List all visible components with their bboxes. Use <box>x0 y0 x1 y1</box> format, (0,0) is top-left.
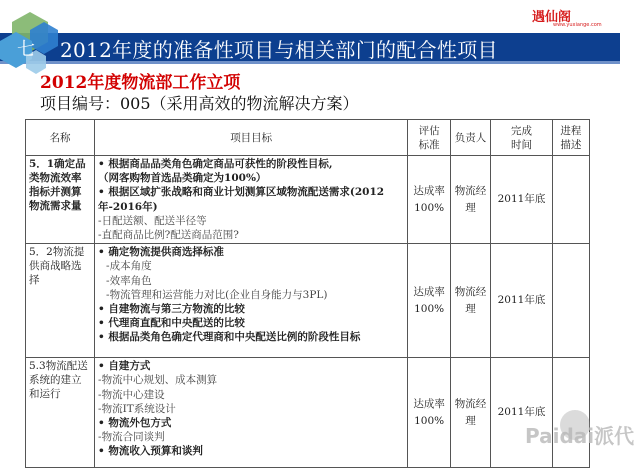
project-table <box>25 119 590 468</box>
goal-line: • 自建方式 <box>98 360 151 373</box>
brand-logo: 遇仙阁 <box>532 10 572 25</box>
goal-line: -物流中心规划、成本测算 <box>98 374 218 387</box>
section-badge: 七 <box>17 39 35 60</box>
row-progress <box>552 156 589 244</box>
page-title: 2012年度的准备性项目与相关部门的配合性项目 <box>60 38 498 62</box>
goal-line: -物流IT系统设计 <box>98 402 176 415</box>
row-owner: 物流经理 <box>450 358 490 468</box>
row-goals <box>95 156 408 244</box>
row-owner: 物流经理 <box>450 244 490 358</box>
goal-line: • 确定物流提供商选择标准 <box>98 246 224 259</box>
row-name: 5.3物流配送系统的建立和运行 <box>26 358 95 468</box>
goal-line: • 根据商品品类角色确定商品可获性的阶段性目标, <box>98 158 333 170</box>
goal-line: -成本角度 <box>106 260 152 273</box>
goal-line: • 物流外包方式 <box>98 417 172 430</box>
row-time: 2011年底 <box>491 244 553 358</box>
subtitle: 2012年度物流部工作立项 <box>40 73 241 93</box>
project-number: 项目编号：005（采用高效的物流解决方案） <box>40 94 359 113</box>
goal-line: • 根据区域扩张战略和商业计划测算区域物流配送需求(2012年-2016年) <box>98 186 385 213</box>
goal-line: -直配商品比例?配送商品范围? <box>98 229 239 242</box>
header-progress: 进程 描述 <box>552 120 589 156</box>
goal-line: （网客购物首选品类确定为100%） <box>98 172 267 185</box>
table-header-row <box>26 120 590 156</box>
goal-line: -效率角色 <box>106 274 152 287</box>
goal-line: • 根据品类角色确定代理商和中央配送比例的阶段性目标 <box>98 331 361 344</box>
goal-line: -物流合同谈判 <box>98 431 165 444</box>
header-name: 名称 <box>26 120 95 156</box>
table-row <box>26 358 590 468</box>
row-standard: 达成率100% <box>408 358 450 468</box>
goal-line: -物流中心建设 <box>98 388 165 401</box>
row-name: 5．1确定品类物流效率指标并测算物流需求量 <box>26 156 95 244</box>
row-standard: 达成率100% <box>408 244 450 358</box>
row-time: 2011年底 <box>491 358 553 468</box>
table-row <box>26 244 590 358</box>
goal-line: • 自建物流与第三方物流的比较 <box>98 303 245 316</box>
row-goals <box>95 358 408 468</box>
goal-line: • 物流收入预算和谈判 <box>98 445 203 458</box>
header-standard: 评估 标准 <box>408 120 450 156</box>
row-goals <box>95 244 408 358</box>
brand-logo-url: www.yuxiange.com <box>553 22 602 28</box>
table-row <box>26 156 590 244</box>
goal-line: -物流管理和运营能力对比(企业自身能力与3PL) <box>106 288 328 301</box>
row-time: 2011年底 <box>491 156 553 244</box>
row-name: 5．2物流提供商战略选择 <box>26 244 95 358</box>
row-standard: 达成率100% <box>408 156 450 244</box>
header-time: 完成 时间 <box>491 120 553 156</box>
goal-line: • 代理商直配和中央配送的比较 <box>98 317 245 330</box>
row-owner: 物流经理 <box>450 156 490 244</box>
goal-line: -日配送额、配送半径等 <box>98 214 207 227</box>
row-progress <box>552 244 589 358</box>
watermark: Paidai派代 <box>525 424 634 448</box>
header-goal: 项目目标 <box>95 120 408 156</box>
header-owner: 负责人 <box>450 120 490 156</box>
